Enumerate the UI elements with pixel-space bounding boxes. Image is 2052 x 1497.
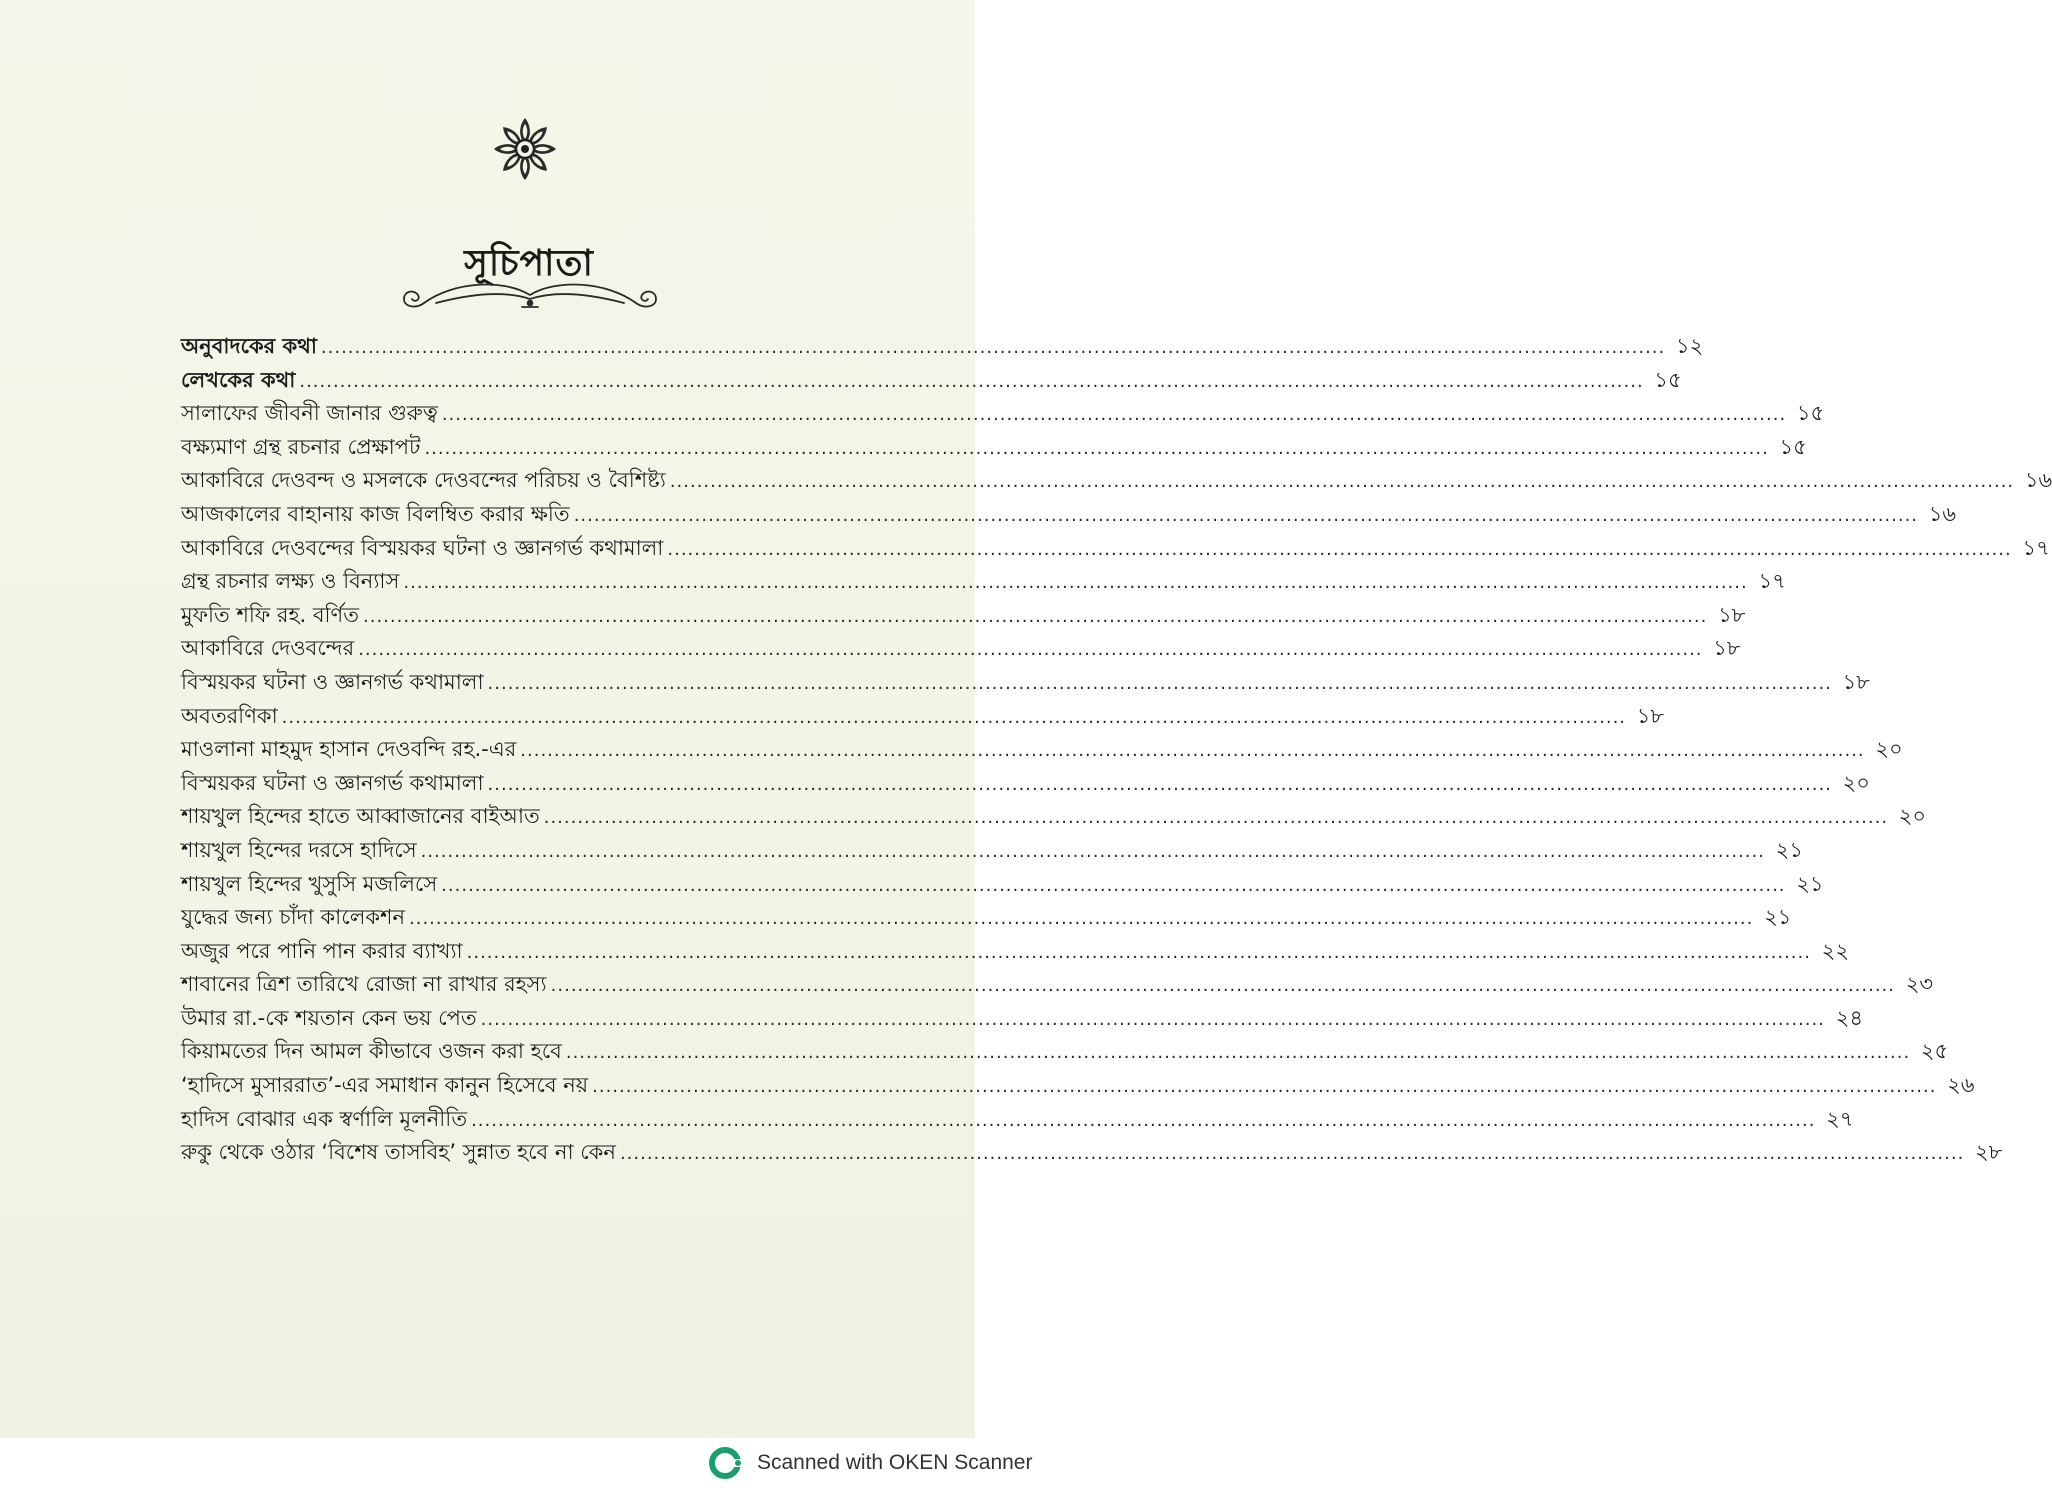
toc-entry-page: ১৫	[1779, 434, 1807, 459]
toc-dot-leader: ........................................................................................................................................................................................................	[466, 941, 1811, 963]
toc-entry-page: ২৬	[1947, 1073, 1975, 1098]
toc-entry-title: আজকালের বাহানায় কাজ বিলম্বিত করার ক্ষতি	[181, 501, 570, 526]
toc-entry-title: শাবানের ত্রিশ তারিখে রোজা না রাখার রহস্য	[181, 972, 547, 997]
toc-entry	[181, 868, 1824, 902]
toc-entry-title: মাওলানা মাহমুদ হাসান দেওবন্দি রহ.-এর	[181, 737, 517, 762]
toc-dot-leader: ........................................................................................................................................................................................................	[363, 605, 1708, 627]
toc-entry-title: শায়খুল হিন্দের খুসুসি মজলিসে	[181, 871, 438, 896]
toc-entry-page: ২১	[1796, 871, 1824, 896]
toc-entry	[181, 632, 1741, 666]
toc-entry	[181, 1035, 1949, 1069]
toc-entry-page: ১২	[1675, 334, 1704, 358]
toc-entry	[181, 431, 1807, 465]
toc-entry-title: শায়খুল হিন্দের দরসে হাদিসে	[181, 837, 417, 862]
toc-entry-title: অনুবাদকের কথা	[181, 334, 317, 358]
toc-entry-title: লেখকের কথা	[181, 367, 296, 392]
toc-entry-title: হাদিস বোঝার এক স্বর্ণালি মূলনীতি	[181, 1106, 468, 1131]
toc-entry	[181, 834, 1803, 868]
toc-entry	[181, 1002, 1863, 1036]
table-of-contents	[181, 330, 2052, 1170]
toc-dot-leader: ........................................................................................................................................................................................................	[550, 975, 1895, 997]
toc-entry-page: ২১	[1775, 837, 1803, 862]
toc-entry	[181, 733, 1903, 767]
toc-dot-leader: ........................................................................................................................................................................................................	[667, 538, 2012, 560]
toc-entry-page: ১৮	[1636, 703, 1665, 728]
toc-entry-title: রুকু থেকে ওঠার ‘বিশেষ তাসবিহ’ সুন্নাত হবে না কেন	[181, 1140, 616, 1165]
toc-entry-page: ১৭	[1758, 569, 1786, 594]
toc-entry-title: অবতরণিকা	[181, 703, 278, 728]
toc-entry-title: বক্ষ্যমাণ গ্রন্থ রচনার প্রেক্ষাপট	[181, 434, 421, 459]
toc-entry-page: ১৭	[2022, 535, 2050, 560]
toc-entry-title: আকাবিরে দেওবন্দ ও মসলকে দেওবন্দের পরিচয় ও বৈশিষ্ট্য	[181, 468, 666, 493]
toc-entry	[181, 1069, 1975, 1103]
toc-dot-leader: ........................................................................................................................................................................................................	[403, 572, 1748, 594]
toc-entry-title: বিস্ময়কর ঘটনা ও জ্ঞানগর্ভ কথামালা	[181, 669, 484, 694]
toc-entry-page: ১৬	[1928, 501, 1957, 526]
toc-entry	[181, 901, 1792, 935]
toc-entry-title: আকাবিরে দেওবন্দের	[181, 636, 355, 661]
toc-entry-page: ১৮	[1842, 669, 1870, 694]
toc-entry-title: সালাফের জীবনী জানার গুরুত্ব	[181, 401, 438, 426]
toc-entry	[181, 767, 1870, 801]
toc-entry	[181, 565, 1786, 599]
toc-dot-leader: ........................................................................................................................................................................................................	[441, 874, 1786, 896]
toc-entry	[181, 397, 1825, 431]
toc-dot-leader: ........................................................................................................................................................................................................	[573, 504, 1919, 526]
toc-dot-leader: ........................................................................................................................................................................................................	[520, 740, 1865, 762]
toc-entry-title: বিস্ময়কর ঘটনা ও জ্ঞানগর্ভ কথামালা	[181, 770, 484, 795]
toc-entry-title: ‘হাদিসে মুসাররাত’-এর সমাধান কানুন হিসেবে নয়	[181, 1073, 589, 1098]
scanner-text: Scanned with OKEN Scanner	[757, 1451, 1033, 1474]
toc-entry	[181, 532, 2050, 566]
toc-entry	[181, 800, 1927, 834]
toc-entry	[181, 464, 2052, 498]
toc-dot-leader: ........................................................................................................................................................................................................	[358, 639, 1703, 661]
toc-dot-leader: ........................................................................................................................................................................................................	[424, 437, 1769, 459]
toc-entry-page: ১৬	[2024, 468, 2052, 493]
oken-logo-icon	[707, 1445, 743, 1481]
toc-entry-page: ২০	[1898, 804, 1927, 829]
toc-dot-leader: ........................................................................................................................................................................................................	[299, 370, 1644, 392]
toc-entry-page: ২০	[1875, 737, 1903, 762]
toc-dot-leader: ........................................................................................................................................................................................................	[619, 1143, 1965, 1165]
toc-entry-page: ২৪	[1835, 1005, 1863, 1030]
toc-entry	[181, 1103, 1854, 1137]
toc-entry-title: শায়খুল হিন্দের হাতে আব্বাজানের বাইআত	[181, 804, 540, 829]
toc-dot-leader: ........................................................................................................................................................................................................	[441, 404, 1787, 426]
toc-entry	[181, 330, 1704, 364]
toc-dot-leader: ........................................................................................................................................................................................................	[543, 807, 1889, 829]
toc-entry-title: মুফতি শফি রহ. বর্ণিত	[181, 602, 359, 627]
toc-entry-page: ১৮	[1718, 602, 1746, 627]
toc-entry	[181, 364, 1682, 398]
toc-entry	[181, 666, 1870, 700]
toc-dot-leader: ........................................................................................................................................................................................................	[281, 706, 1627, 728]
flower-ornament-icon	[492, 116, 558, 182]
toc-entry-page: ২৩	[1905, 972, 1933, 997]
toc-entry	[181, 935, 1849, 969]
toc-dot-leader: ........................................................................................................................................................................................................	[420, 840, 1765, 862]
toc-dot-leader: ........................................................................................................................................................................................................	[669, 471, 2015, 493]
toc-entry	[181, 968, 1933, 1002]
toc-entry-title: আকাবিরে দেওবন্দের বিস্ময়কর ঘটনা ও জ্ঞানগর্ভ কথামালা	[181, 535, 664, 560]
toc-entry-title: কিয়ামতের দিন আমল কীভাবে ওজন করা হবে	[181, 1039, 562, 1064]
scroll-ornament-icon	[394, 275, 666, 315]
toc-entry-page: ২৫	[1920, 1039, 1949, 1064]
toc-dot-leader: ........................................................................................................................................................................................................	[409, 908, 1754, 930]
toc-dot-leader: ........................................................................................................................................................................................................	[487, 773, 1832, 795]
toc-entry-title: গ্রন্থ রচনার লক্ষ্য ও বিন্যাস	[181, 569, 400, 594]
scanner-watermark	[707, 1443, 1032, 1483]
toc-dot-leader: ........................................................................................................................................................................................................	[471, 1109, 1816, 1131]
page-title: সূচিপাতা	[464, 243, 594, 284]
toc-entry-title: যুদ্ধের জন্য চাঁদা কালেকশন	[181, 905, 405, 930]
toc-entry	[181, 700, 1665, 734]
toc-dot-leader: ........................................................................................................................................................................................................	[480, 1008, 1825, 1030]
toc-dot-leader: ........................................................................................................................................................................................................	[320, 337, 1666, 358]
toc-entry-title: অজুর পরে পানি পান করার ব্যাখ্যা	[181, 938, 463, 963]
toc-entry-title: উমার রা.-কে শয়তান কেন ভয় পেত	[181, 1005, 477, 1030]
toc-entry-page: ২১	[1764, 905, 1792, 930]
toc-entry	[181, 599, 1746, 633]
toc-entry-page: ২০	[1842, 770, 1870, 795]
toc-entry-page: ২৭	[1826, 1106, 1854, 1131]
toc-dot-leader: ........................................................................................................................................................................................................	[565, 1042, 1911, 1064]
toc-entry-page: ১৮	[1713, 636, 1741, 661]
toc-entry-page: ১৫	[1654, 367, 1682, 392]
toc-entry-page: ২৮	[1975, 1140, 2003, 1165]
toc-dot-leader: ........................................................................................................................................................................................................	[487, 672, 1832, 694]
toc-entry	[181, 1136, 2003, 1170]
toc-dot-leader: ........................................................................................................................................................................................................	[592, 1076, 1937, 1098]
toc-entry-page: ২২	[1821, 938, 1849, 963]
toc-entry-page: ১৫	[1796, 401, 1825, 426]
toc-entry	[181, 498, 1957, 532]
